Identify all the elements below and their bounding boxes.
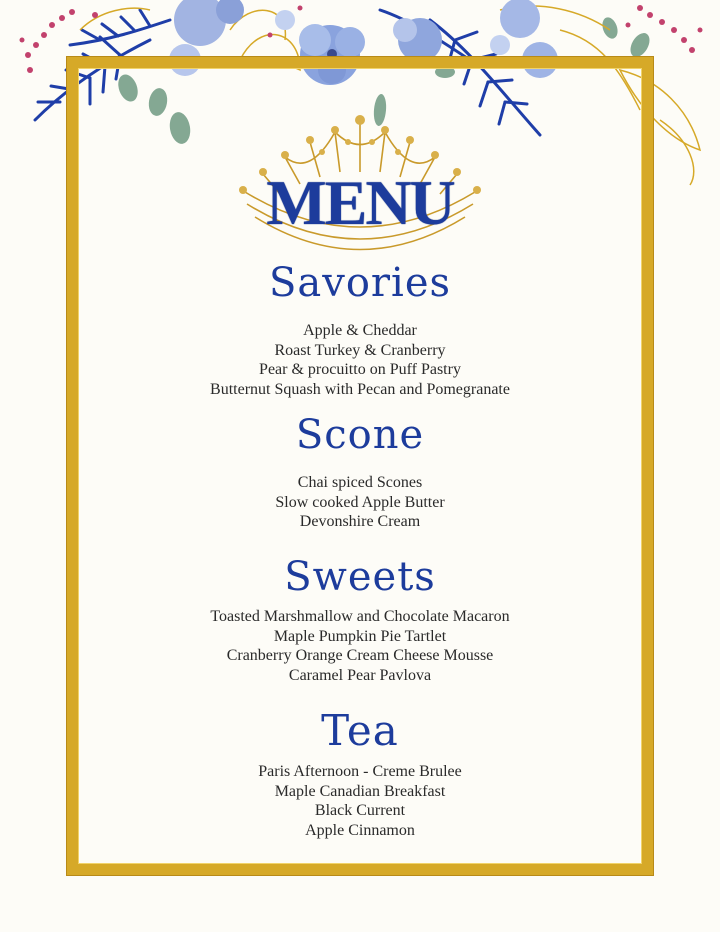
list-item: Butternut Squash with Pecan and Pomegranate <box>210 380 510 398</box>
list-item: Cranberry Orange Cream Cheese Mousse <box>226 647 494 664</box>
list-item: Slow cooked Apple Butter <box>275 493 445 511</box>
list-item: Maple Pumpkin Pie Tartlet <box>273 627 447 645</box>
section-items-sweets <box>67 607 653 685</box>
section-items-tea <box>67 762 653 840</box>
list-item: Maple Canadian Breakfast <box>274 782 446 800</box>
list-item: Devonshire Cream <box>299 513 421 530</box>
section-title-savories: Savories <box>268 260 452 306</box>
menu-title: MENU <box>266 167 454 238</box>
section-title-scone: Scone <box>295 412 425 458</box>
section-title-sweets: Sweets <box>284 554 436 600</box>
section-items-scone <box>67 473 653 532</box>
list-item: Paris Afternoon - Creme Brulee <box>258 763 462 780</box>
section-items-savories <box>67 321 653 399</box>
list-item: Caramel Pear Pavlova <box>288 666 432 684</box>
list-item: Toasted Marshmallow and Chocolate Macaron <box>210 608 510 625</box>
list-item: Apple & Cheddar <box>303 322 417 339</box>
list-item: Apple Cinnamon <box>305 821 415 839</box>
section-title-tea: Tea <box>321 706 399 755</box>
list-item: Roast Turkey & Cranberry <box>274 341 446 359</box>
list-item: Pear & procuitto on Puff Pastry <box>259 361 461 378</box>
list-item: Black Current <box>314 802 406 819</box>
list-item: Chai spiced Scones <box>297 474 423 491</box>
